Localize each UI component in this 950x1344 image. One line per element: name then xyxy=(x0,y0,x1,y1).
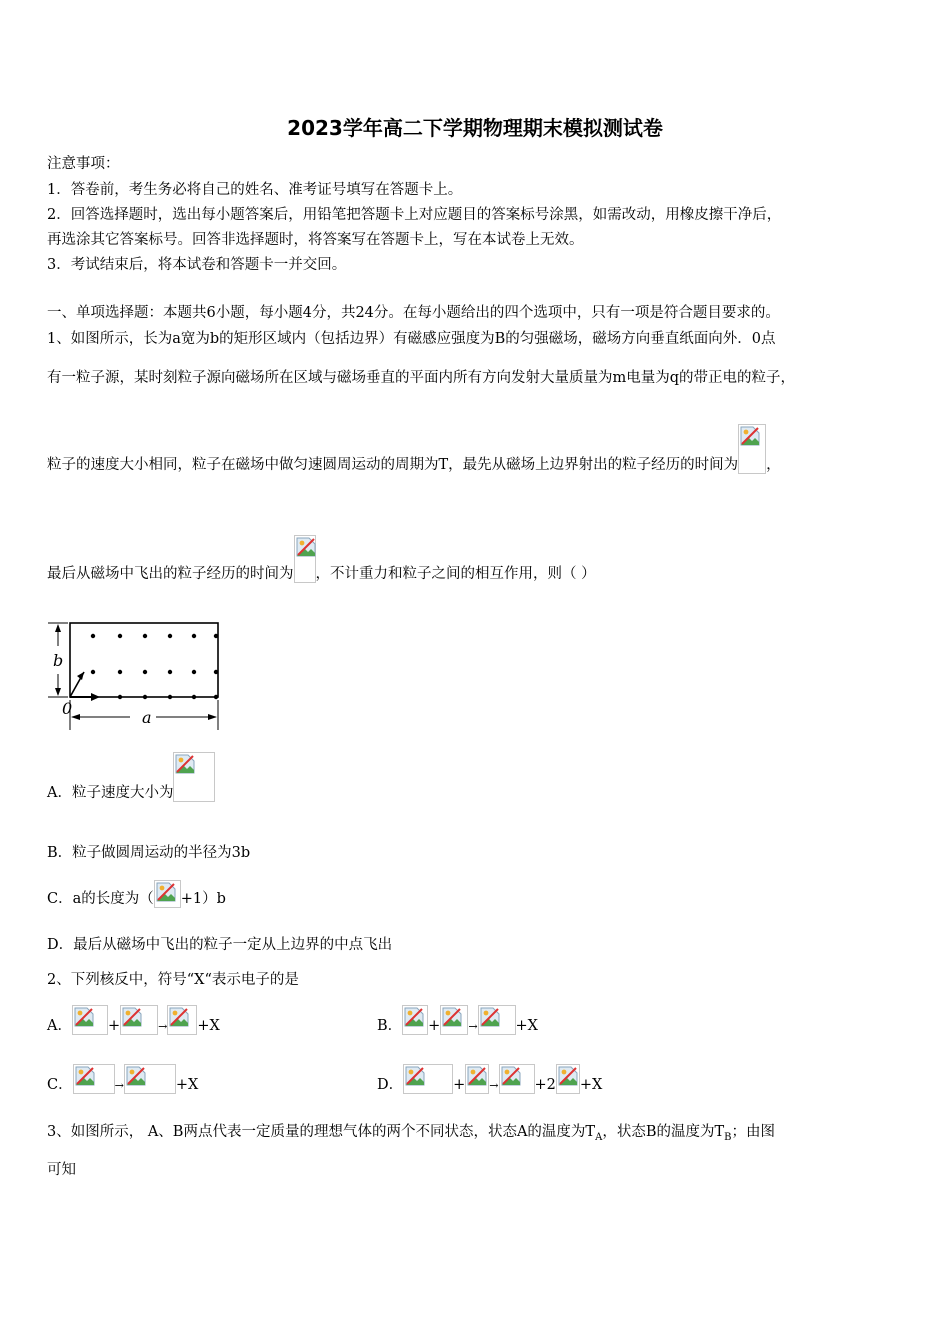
q2-a-label: A． xyxy=(47,1018,72,1034)
q3-line-2: 可知 xyxy=(47,1162,76,1178)
q1-option-d: D．最后从磁场中飞出的粒子一定从上边界的中点飞出 xyxy=(47,937,393,953)
q1-line-4-rest: ，不计重力和粒子之间的相互作用，则（ ） xyxy=(315,566,596,582)
nuclide-image-icon xyxy=(440,1005,468,1035)
magnetic-field-diagram xyxy=(44,616,234,736)
q2-b-label: B． xyxy=(377,1018,403,1034)
section-heading: 一、单项选择题：本题共6小题，每小题4分，共24分。在每小题给出的四个选项中，只有一项是符合题目要求的。 xyxy=(47,305,780,321)
q2-stem: 2、下列核反中，符号“X“表示电子的是 xyxy=(47,972,299,988)
q3-line-1: 3、如图所示， A、B两点代表一定质量的理想气体的两个不同状态，状态A的温度为$T_A$，状态B的温度为$T_B$；由图 xyxy=(47,1124,776,1143)
nuclide-image-icon xyxy=(402,1005,428,1035)
nuclide-image-icon xyxy=(120,1005,158,1035)
formula-image-icon xyxy=(738,424,766,474)
q1-line-4 xyxy=(47,535,596,585)
page-title: 2023学年高二下学期物理期末模拟测试卷 xyxy=(287,116,663,140)
nuclide-image-icon xyxy=(167,1005,197,1035)
notice-item-1: 1．答卷前，考生务必将自己的姓名、准考证号填写在答题卡上。 xyxy=(47,182,463,198)
q1-line-3 xyxy=(47,424,781,474)
q2-option-d: D． + → +2 +X xyxy=(377,1057,602,1089)
q1-option-c xyxy=(47,870,226,907)
formula-image-icon xyxy=(294,535,316,583)
nuclide-image-icon xyxy=(478,1005,516,1035)
nuclide-image-icon xyxy=(403,1064,453,1094)
notice-item-2-cont: 再选涂其它答案标号。回答非选择题时，将答案写在答题卡上，写在本试卷上无效。 xyxy=(47,232,584,248)
formula-image-icon xyxy=(154,880,181,908)
formula-image-icon xyxy=(173,752,215,802)
option-c-post: +1）b xyxy=(180,891,226,907)
label-a: a xyxy=(142,708,152,727)
q2-c-label: C． xyxy=(47,1077,73,1093)
q2-d-label: D． xyxy=(377,1077,404,1093)
q1-line-1: 1、如图所示，长为a宽为b的矩形区域内（包括边界）有磁感应强度为B的匀强磁场，磁场方向垂直纸面向外．0点 xyxy=(47,331,776,347)
q2-option-a: A． + → +X xyxy=(47,998,220,1030)
label-b: b xyxy=(53,651,64,670)
notice-item-3: 3．考试结束后，将本试卷和答题卡一并交回。 xyxy=(47,257,347,273)
nuclide-image-icon xyxy=(499,1064,535,1094)
q1-option-b: B．粒子做圆周运动的半径为3b xyxy=(47,845,251,861)
q1-option-a xyxy=(47,752,215,802)
option-c-pre: C．a的长度为（ xyxy=(47,891,154,907)
q1-line-4-text: 最后从磁场中飞出的粒子经历的时间为 xyxy=(47,566,294,582)
label-origin: 0 xyxy=(62,699,73,718)
notice-item-2: 2．回答选择题时，选出每小题答案后，用铅笔把答题卡上对应题目的答案标号涂黑，如需改动，用橡皮擦干净后， xyxy=(47,207,782,223)
q2-option-b: B． + → +X xyxy=(377,998,538,1030)
nuclide-image-icon xyxy=(556,1064,580,1094)
field-dots xyxy=(91,634,218,699)
nuclide-image-icon xyxy=(72,1005,108,1035)
notice-heading: 注意事项： xyxy=(47,156,120,172)
option-a-text: A．粒子速度大小为 xyxy=(47,785,174,801)
q2-option-c: C． → +X xyxy=(47,1057,198,1089)
q1-line-3-text: 粒子的速度大小相同，粒子在磁场中做匀速圆周运动的周期为T，最先从磁场上边界射出的粒子经历的时间为 xyxy=(47,457,739,473)
nuclide-image-icon xyxy=(124,1064,176,1094)
nuclide-image-icon xyxy=(73,1064,115,1094)
q1-line-2: 有一粒子源，某时刻粒子源向磁场所在区域与磁场垂直的平面内所有方向发射大量质量为m电量为q的带正电的粒子， xyxy=(47,370,796,386)
q1-line-3-end: ， xyxy=(766,457,781,473)
nuclide-image-icon xyxy=(465,1064,489,1094)
